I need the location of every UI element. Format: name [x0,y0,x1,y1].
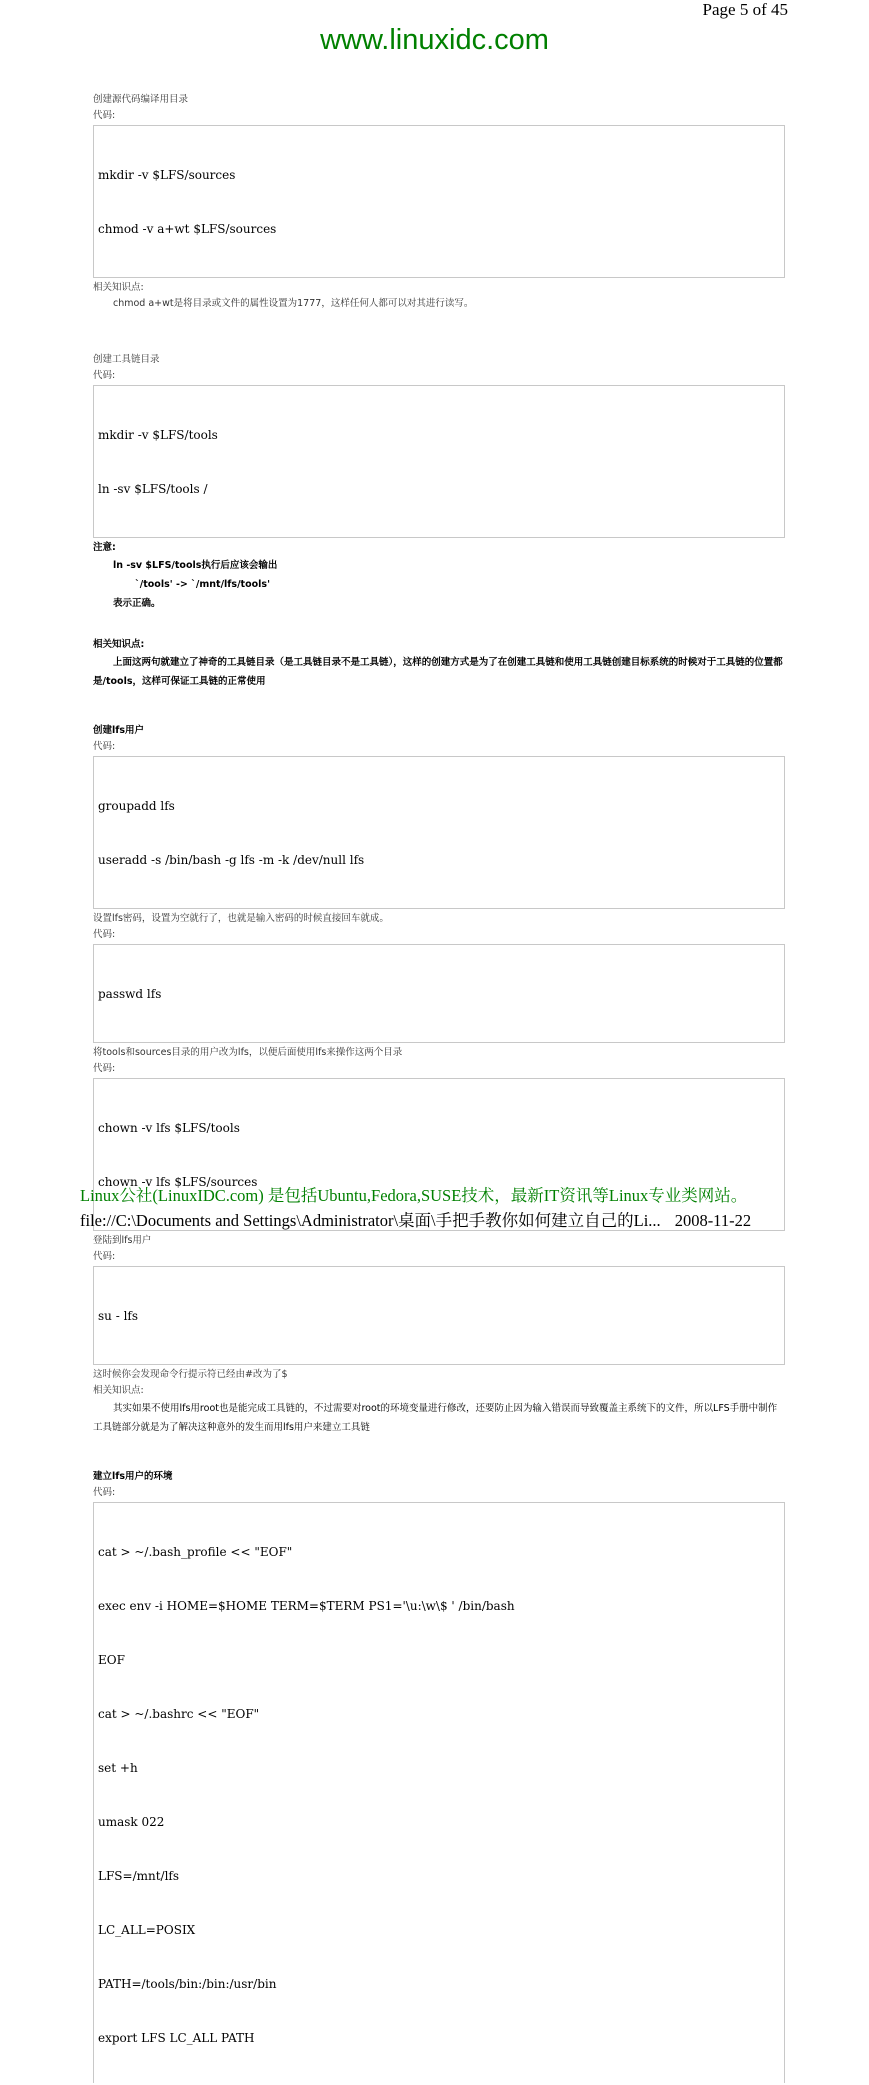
note-text: 上面这两句就建立了神奇的工具链目录（是工具链目录不是工具链），这样的创建方式是为了在创建工具链和使用工具链创建目标系统的时候对于工具链的位置都是/tools，这样可保证工具链的正常使用 [93,657,783,687]
code-line: umask 022 [98,1815,165,1829]
code-line: passwd lfs [98,987,162,1001]
code-label: 代码: [93,1063,116,1074]
code-label: 代码: [93,370,116,381]
code-line: useradd -s /bin/bash -g lfs -m -k /dev/null lfs [98,853,365,867]
attention-text: ln -sv $LFS/tools执行后应该会输出 [113,560,278,571]
section-title: 建立lfs用户的环境 [93,1471,173,1482]
footer-path-line [80,1207,751,1231]
code-line: cat > ~/.bash_profile << "EOF" [98,1545,293,1559]
footer-slogan[interactable]: Linux公社(LinuxIDC.com) 是包括Ubuntu,Fedora,SUSE技术，最新IT资讯等Linux专业类网站。 [80,1186,748,1205]
footer-file-path: file://C:\Documents and Settings\Administrator\桌面\手把手教你如何建立自己的Li... [80,1211,661,1230]
code-line: su - lfs [98,1309,139,1323]
code-line: exec env -i HOME=$HOME TERM=$TERM PS1='\u:\w\$ ' /bin/bash [98,1599,515,1613]
code-line: LFS=/mnt/lfs [98,1869,180,1883]
code-label: 代码: [93,1487,116,1498]
code-line: LC_ALL=POSIX [98,1923,196,1937]
code-line: mkdir -v $LFS/tools [98,428,218,442]
section-title: 创建lfs用户 [93,725,145,736]
page-number: Page 5 of 45 [702,0,788,19]
text-line: 设置lfs密码，设置为空就行了，也就是输入密码的时候直接回车就成。 [93,913,389,924]
site-banner[interactable]: www.linuxidc.com [320,24,549,56]
code-line: export LFS LC_ALL PATH [98,2031,255,2045]
section-title: 创建源代码编译用目录 [93,94,189,105]
code-block[interactable] [93,1502,785,2083]
code-block[interactable] [93,125,785,278]
code-block[interactable] [93,944,785,1043]
note-label: 相关知识点: [93,1385,144,1396]
code-label: 代码: [93,929,116,940]
text-line: 将tools和sources目录的用户改为lfs，以便后面使用lfs来操作这两个目录 [93,1047,403,1058]
code-line: PATH=/tools/bin:/bin:/usr/bin [98,1977,277,1991]
code-line: chown -v lfs $LFS/sources [98,1175,258,1189]
code-line: cat > ~/.bashrc << "EOF" [98,1707,260,1721]
code-block[interactable] [93,385,785,538]
code-line: chmod -v a+wt $LFS/sources [98,222,277,236]
code-block[interactable] [93,756,785,909]
code-label: 代码: [93,110,116,121]
attention-text: 表示正确。 [113,598,161,609]
note-label: 相关知识点: [93,639,145,650]
footer-date: 2008-11-22 [674,1211,752,1230]
document-body [93,92,785,2085]
code-line: EOF [98,1653,125,1667]
note-text: 其实如果不使用lfs用root也是能完成工具链的，不过需要对root的环境变量进行修改，还要防止因为输入错误而导致覆盖主系统下的文件，所以LFS手册中制作工具链部分就是为了解决这种意外的发生而用lfs用户来建立工具链 [93,1403,778,1433]
text-line: 这时候你会发现命令行提示符已经由#改为了$ [93,1369,288,1380]
code-block[interactable] [93,1266,785,1365]
code-line: groupadd lfs [98,799,175,813]
code-line: set +h [98,1761,138,1775]
note-text: chmod a+wt是将目录或文件的属性设置为1777，这样任何人都可以对其进行读写。 [113,298,474,309]
attention-output: `/tools' -> `/mnt/lfs/tools' [135,579,270,590]
note-label: 相关知识点: [93,282,144,293]
code-label: 代码: [93,1251,116,1262]
attention-label: 注意: [93,542,116,553]
code-line: ln -sv $LFS/tools / [98,482,208,496]
text-line: 登陆到lfs用户 [93,1235,152,1246]
code-label: 代码: [93,741,116,752]
section-title: 创建工具链目录 [93,354,160,365]
code-line: chown -v lfs $LFS/tools [98,1121,240,1135]
code-line: mkdir -v $LFS/sources [98,168,236,182]
